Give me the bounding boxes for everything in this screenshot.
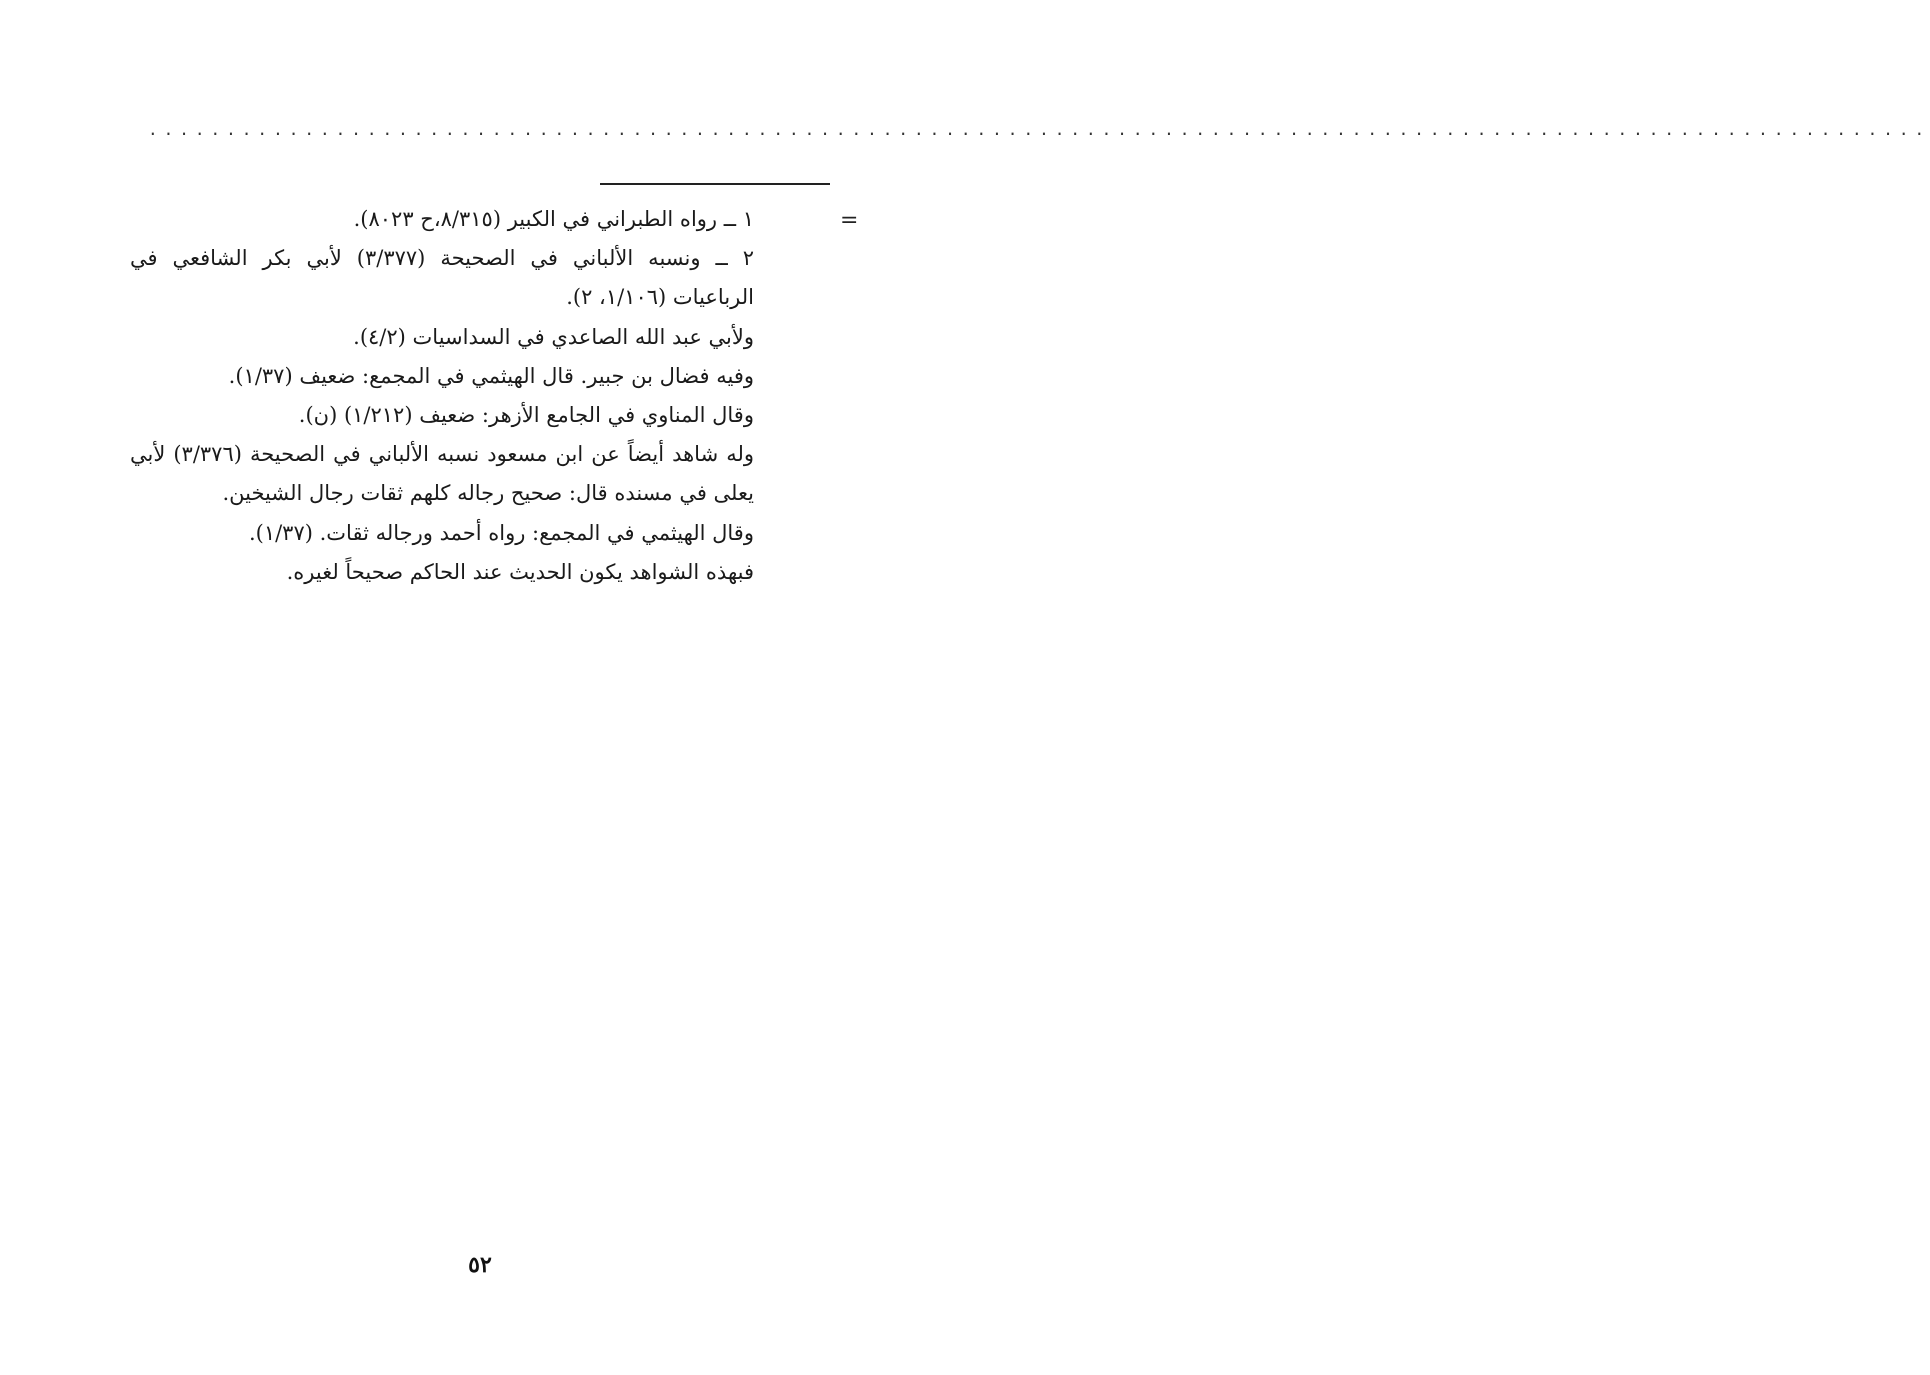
dotted-separator: .................................................................................................................. xyxy=(148,120,1930,139)
page-number: ٥٢ xyxy=(468,1252,492,1278)
footnote-line: وفيه فضال بن جبير. قال الهيثمي في المجمع: ضعيف (١/٣٧). xyxy=(228,363,754,388)
footnote-line: الرباعيات (١/١٠٦، ٢). xyxy=(566,285,754,310)
footnote-line: ١ ــ رواه الطبراني في الكبير (٨/٣١٥،ح ٨٠٢٣). xyxy=(353,207,754,231)
footnote-line: يعلى في مسنده قال: صحيح رجاله كلهم ثقات رجال الشيخين. xyxy=(222,481,754,506)
footnotes-block xyxy=(130,200,754,592)
footnote-line: ولأبي عبد الله الصاعدي في السداسيات (٤/٢). xyxy=(353,324,754,349)
footnote-separator-line xyxy=(600,183,830,185)
footnote-line: وقال الهيثمي في المجمع: رواه أحمد ورجاله ثقات. (١/٣٧). xyxy=(248,520,754,545)
footnote-line: فبهذه الشواهد يكون الحديث عند الحاكم صحيحاً لغيره. xyxy=(286,559,754,584)
footnote-line: وقال المناوي في الجامع الأزهر: ضعيف (١/٢١٢) (ن). xyxy=(298,402,754,427)
footnote-line: وله شاهد أيضاً عن ابن مسعود نسبه الألباني في الصحيحة (٣/٣٧٦) لأبي xyxy=(130,442,754,467)
continuation-mark: = xyxy=(840,208,859,233)
footnote-line: ٢ ــ ونسبه الألباني في الصحيحة (٣/٣٧٧) لأبي بكر الشافعي في xyxy=(130,246,755,271)
